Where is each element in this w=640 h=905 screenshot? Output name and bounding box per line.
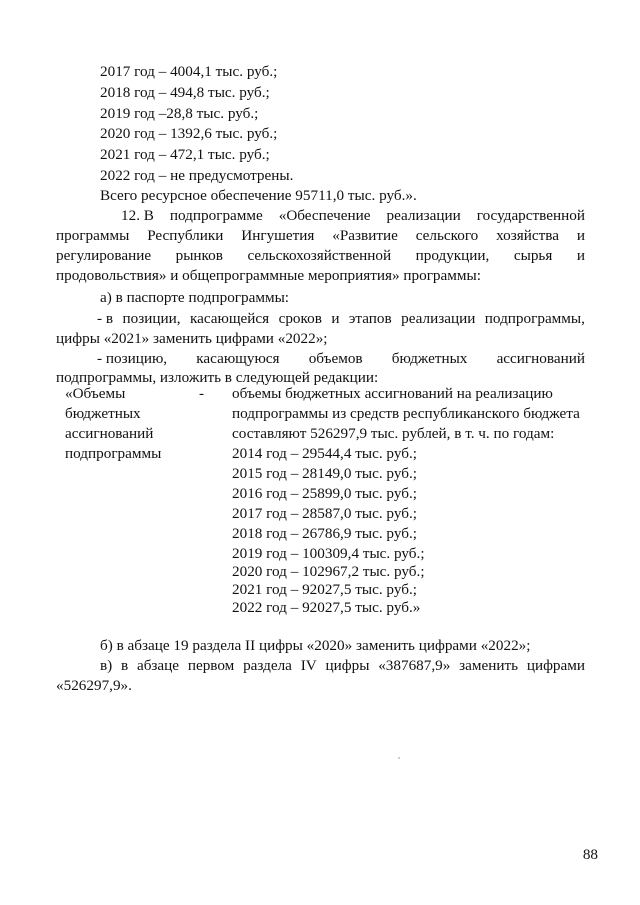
- year-line: 2019 год –28,8 тыс. руб.;: [100, 105, 259, 122]
- table-year-line: 2022 год – 92027,5 тыс. руб.»: [232, 599, 421, 616]
- scan-speck: [398, 757, 400, 759]
- item12-line4: продовольствия» и общепрограммные мероприятия» программы:: [56, 267, 481, 284]
- word: раздела: [243, 657, 292, 674]
- table-year-line: 2014 год – 29544,4 тыс. руб.;: [232, 445, 417, 462]
- word: программы: [56, 227, 130, 244]
- item-v-line2: «526297,9».: [56, 677, 132, 694]
- table-year-line: 2020 год – 102967,2 тыс. руб.;: [232, 563, 425, 580]
- word: позиции,: [122, 310, 181, 327]
- item12-line2: [56, 226, 585, 246]
- page-number: 88: [582, 846, 598, 863]
- year-line: 2018 год – 494,8 тыс. руб.;: [100, 84, 270, 101]
- word: рынков: [175, 247, 223, 264]
- word: сроков: [278, 310, 322, 327]
- word: и: [331, 310, 340, 327]
- word: ассигнований: [496, 350, 585, 367]
- word: регулирование: [56, 247, 152, 264]
- word: - в: [97, 310, 114, 327]
- item12-line3: [56, 246, 585, 266]
- word: касающейся: [189, 310, 270, 327]
- bullet2-line1: [97, 349, 585, 369]
- word: Республики: [147, 227, 224, 244]
- word: IV: [300, 657, 317, 674]
- item-a: а) в паспорте подпрограммы:: [100, 289, 289, 306]
- table-year-line: 2016 год – 25899,0 тыс. руб.;: [232, 485, 417, 502]
- word: и: [576, 247, 585, 264]
- year-line: 2022 год – не предусмотрены.: [100, 167, 294, 184]
- table-intro-line: подпрограммы из средств республиканского бюджета: [232, 405, 580, 422]
- word: 12. В: [121, 207, 154, 224]
- word: первом: [187, 657, 235, 674]
- table-label-line: подпрограммы: [65, 445, 162, 462]
- word: «387687,9»: [378, 657, 451, 674]
- bullet2-line2: подпрограммы, изложить в следующей редакции:: [56, 369, 379, 386]
- word: - позицию,: [97, 350, 168, 367]
- word: в): [100, 657, 113, 674]
- table-year-line: 2015 год – 28149,0 тыс. руб.;: [232, 465, 417, 482]
- word: продукции,: [415, 247, 490, 264]
- word: объемов: [308, 350, 363, 367]
- word: «Развитие: [332, 227, 398, 244]
- word: сельского: [415, 227, 479, 244]
- word: цифры: [325, 657, 370, 674]
- item-v-line1: [100, 656, 585, 676]
- table-label-line: ассигнований: [65, 425, 154, 442]
- word: «Обеспечение: [278, 207, 371, 224]
- word: бюджетных: [391, 350, 468, 367]
- table-dash: -: [199, 385, 205, 402]
- word: заменить: [459, 657, 519, 674]
- word: реализации: [386, 207, 461, 224]
- word: сельскохозяйственной: [247, 247, 392, 264]
- table-label-column: [65, 384, 185, 464]
- bullet1-line2: цифры «2021» заменить цифрами «2022»;: [56, 330, 328, 347]
- year-line: 2021 год – 472,1 тыс. руб.;: [100, 146, 270, 163]
- year-line: 2020 год – 1392,6 тыс. руб.;: [100, 125, 278, 142]
- word: цифрами: [526, 657, 585, 674]
- word: хозяйства: [496, 227, 559, 244]
- word: сырья: [513, 247, 553, 264]
- table-label-line: бюджетных: [65, 405, 141, 422]
- word: касающуюся: [196, 350, 280, 367]
- word: и: [576, 227, 585, 244]
- word: в: [121, 657, 129, 674]
- table-year-line: 2017 год – 28587,0 тыс. руб.;: [232, 505, 417, 522]
- word: государственной: [476, 207, 585, 224]
- table-year-line: 2019 год – 100309,4 тыс. руб.;: [232, 545, 425, 562]
- word: Ингушетия: [241, 227, 315, 244]
- bullet1-line1: [97, 309, 585, 329]
- table-year-line: 2021 год – 92027,5 тыс. руб.;: [232, 581, 417, 598]
- word: реализации: [401, 310, 476, 327]
- table-intro-line: объемы бюджетных ассигнований на реализацию: [232, 385, 553, 402]
- table-label-line: «Объемы: [65, 385, 126, 402]
- table-intro-line: составляют 526297,9 тыс. рублей, в т. ч. по годам:: [232, 425, 555, 442]
- word: этапов: [348, 310, 392, 327]
- item-b: б) в абзаце 19 раздела II цифры «2020» заменить цифрами «2022»;: [100, 637, 531, 654]
- word: абзаце: [136, 657, 180, 674]
- table-year-line: 2018 год – 26786,9 тыс. руб.;: [232, 525, 417, 542]
- item12-line1: [121, 206, 585, 226]
- word: подпрограмме: [169, 207, 263, 224]
- word: подпрограммы,: [484, 310, 585, 327]
- total-line: Всего ресурсное обеспечение 95711,0 тыс. руб.».: [100, 187, 417, 204]
- year-line: 2017 год – 4004,1 тыс. руб.;: [100, 63, 278, 80]
